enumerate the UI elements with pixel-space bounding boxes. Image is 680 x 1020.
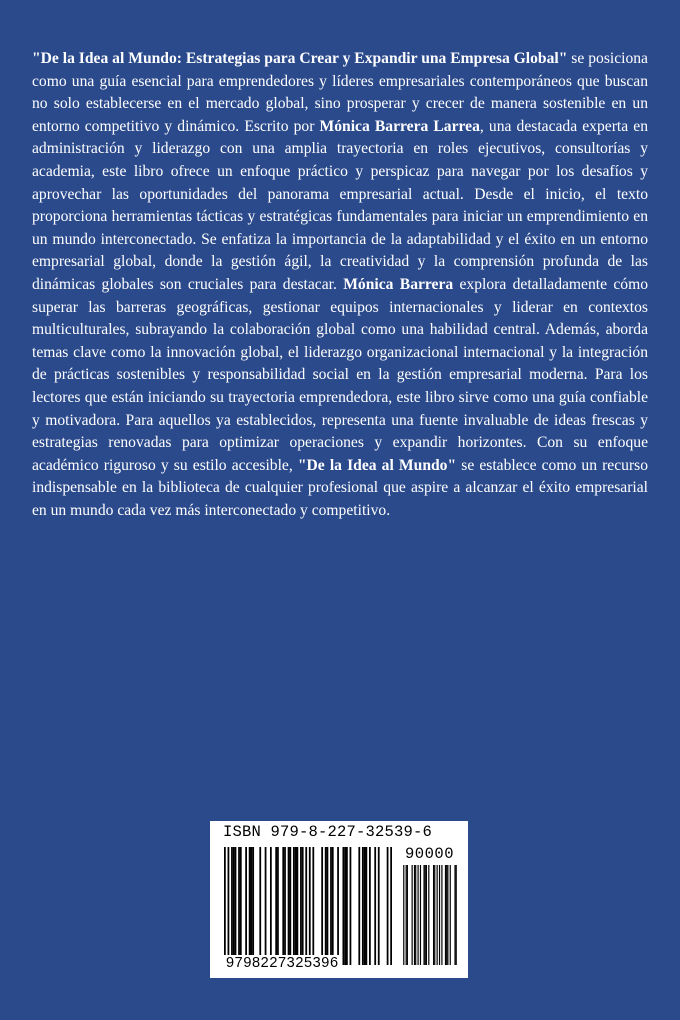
barcode-bar: [249, 847, 251, 965]
addon-bar: [417, 865, 418, 965]
barcode-bar: [293, 847, 295, 965]
isbn-label: ISBN 979-8-227-32539-6: [223, 823, 433, 841]
barcode-bar: [369, 847, 371, 965]
barcode-bar: [240, 847, 242, 965]
addon-bar: [414, 865, 415, 965]
barcode-bar: [321, 847, 323, 965]
addon-bar: [439, 865, 440, 965]
barcode-bar: [297, 847, 299, 965]
addon-bar: [445, 865, 446, 965]
barcode-bar: [387, 847, 389, 965]
book-description: [32, 48, 648, 522]
ean-digits: 9798227325396: [226, 955, 339, 971]
barcode-bar: [374, 847, 376, 965]
barcode-bar: [312, 847, 314, 965]
isbn-barcode: [210, 821, 468, 978]
barcode-bar: [346, 847, 348, 965]
barcode-bar: [337, 847, 339, 965]
barcode-bar: [342, 847, 344, 965]
author-short-name: Mónica Barrera: [343, 275, 454, 293]
barcode-bar: [300, 847, 302, 965]
addon-bar: [456, 865, 457, 965]
barcode-bar: [390, 847, 392, 965]
book-title-quote: "De la Idea al Mundo: Estrategias para Crear y Expandir una Empresa Global": [32, 50, 568, 67]
barcode-bar: [330, 847, 332, 965]
barcode-bar: [365, 847, 367, 965]
barcode-bar: [305, 847, 307, 965]
addon-bar: [412, 865, 413, 965]
barcode-bar: [265, 847, 267, 965]
addon-bar: [425, 865, 426, 965]
barcode-bar: [277, 847, 279, 965]
addon-bar: [406, 865, 407, 965]
book-title-short: "De la Idea al Mundo": [297, 456, 457, 474]
barcode-bar: [235, 847, 237, 965]
description-text-3: explora detalladamente cómo superar las barreras geográficas, gestionar equipos internacionales y liderar en contextos multiculturales, subrayando la colaboración global como una habilidad central. Además, aborda temas clave como la innovación global, el liderazgo organizacional internacional y la integración de prácticas sostenibles y responsabilidad social en la gestión empresarial moderna. Para los lectores que están iniciando su trayectoria emprendedora, este libro sirve como una guía confiable y motivadora. Para aquellos ya establecidos, representa una fuente invaluable de ideas frescas y estrategias renovadas para optimizar operaciones y expandir horizontes. Con su enfoque académico riguroso y su estilo accesible,: [32, 275, 648, 474]
addon-bar: [420, 865, 421, 965]
addon-bar: [415, 865, 416, 965]
barcode-bar: [309, 847, 311, 965]
barcode-bar: [350, 847, 352, 965]
description-text-4: se establece como un recurso indispensable en la biblioteca de cualquier profesional que aspire a alcanzar el éxito empresarial en un mundo cada vez más interconectado y competitivo.: [32, 456, 649, 519]
barcode-bar: [364, 847, 366, 965]
addon-bar: [454, 865, 455, 965]
barcode-bar: [275, 847, 277, 965]
barcode-bar: [378, 847, 380, 965]
ean13-bars: [224, 847, 392, 965]
barcode-bar: [282, 847, 284, 965]
description-text-2: , una destacada experta en administración y liderazgo con una amplia trayectoria en roles ejecutivos, consultorías y academia, este libro ofrece un enfoque práctico y perspicaz para navegar por los desafíos y aprovechar las oportunidades del panorama empresarial actual. Desde el inicio, el texto proporciona herramientas tácticas y estratégicas fundamentales para iniciar un emprendimiento en un mundo interconectado. Se enfatiza la importancia de la adaptabilidad y el éxito en un entorno empresarial global, donde la gestión ágil, la creatividad y la comprensión profunda de las dinámicas globales son cruciales para destacar.: [32, 117, 648, 293]
barcode-bar: [251, 847, 253, 965]
addon-bar: [450, 865, 451, 965]
addon-bar: [426, 865, 427, 965]
barcode-bar: [284, 847, 286, 965]
barcode-bar: [288, 847, 290, 965]
barcode-bar: [344, 847, 346, 965]
price-code: 90000: [404, 845, 454, 863]
barcode-bar: [325, 847, 327, 965]
barcode-bar: [233, 847, 235, 965]
description-text-1: se posiciona como una guía esencial para emprendedores y líderes empresariales contemporáneos que buscan no solo establecerse en el mercado global, sino prosperar y crecer de manera sostenible en un entorno competitivo y dinámico. Escrito por: [32, 50, 648, 135]
barcode-bar: [245, 847, 247, 965]
addon-bar: [437, 865, 438, 965]
author-full-name: Mónica Barrera Larrea: [319, 117, 480, 135]
barcode-bar: [358, 847, 360, 965]
addon-bar: [441, 865, 442, 965]
addon-bar: [407, 865, 408, 965]
barcode-bar: [327, 847, 329, 965]
barcode-bar: [224, 847, 226, 965]
addon-bar: [403, 865, 404, 965]
barcode-bar: [231, 847, 233, 965]
addon-bar: [446, 865, 447, 965]
barcode-bar: [362, 847, 364, 965]
addon-bar: [447, 865, 448, 965]
barcode-bar: [332, 847, 334, 965]
addon-bars: [402, 865, 458, 965]
addon-bar: [423, 865, 424, 965]
addon-bar: [434, 865, 435, 965]
barcode-bar: [259, 847, 261, 965]
barcode-bar: [252, 847, 254, 965]
barcode-bar: [238, 847, 240, 965]
addon-bar: [433, 865, 434, 965]
barcode-bar: [295, 847, 297, 965]
barcode-bar: [270, 847, 272, 965]
barcode-bar: [302, 847, 304, 965]
barcode-bar: [228, 847, 230, 965]
addon-bar: [428, 865, 429, 965]
barcode-bar: [289, 847, 291, 965]
